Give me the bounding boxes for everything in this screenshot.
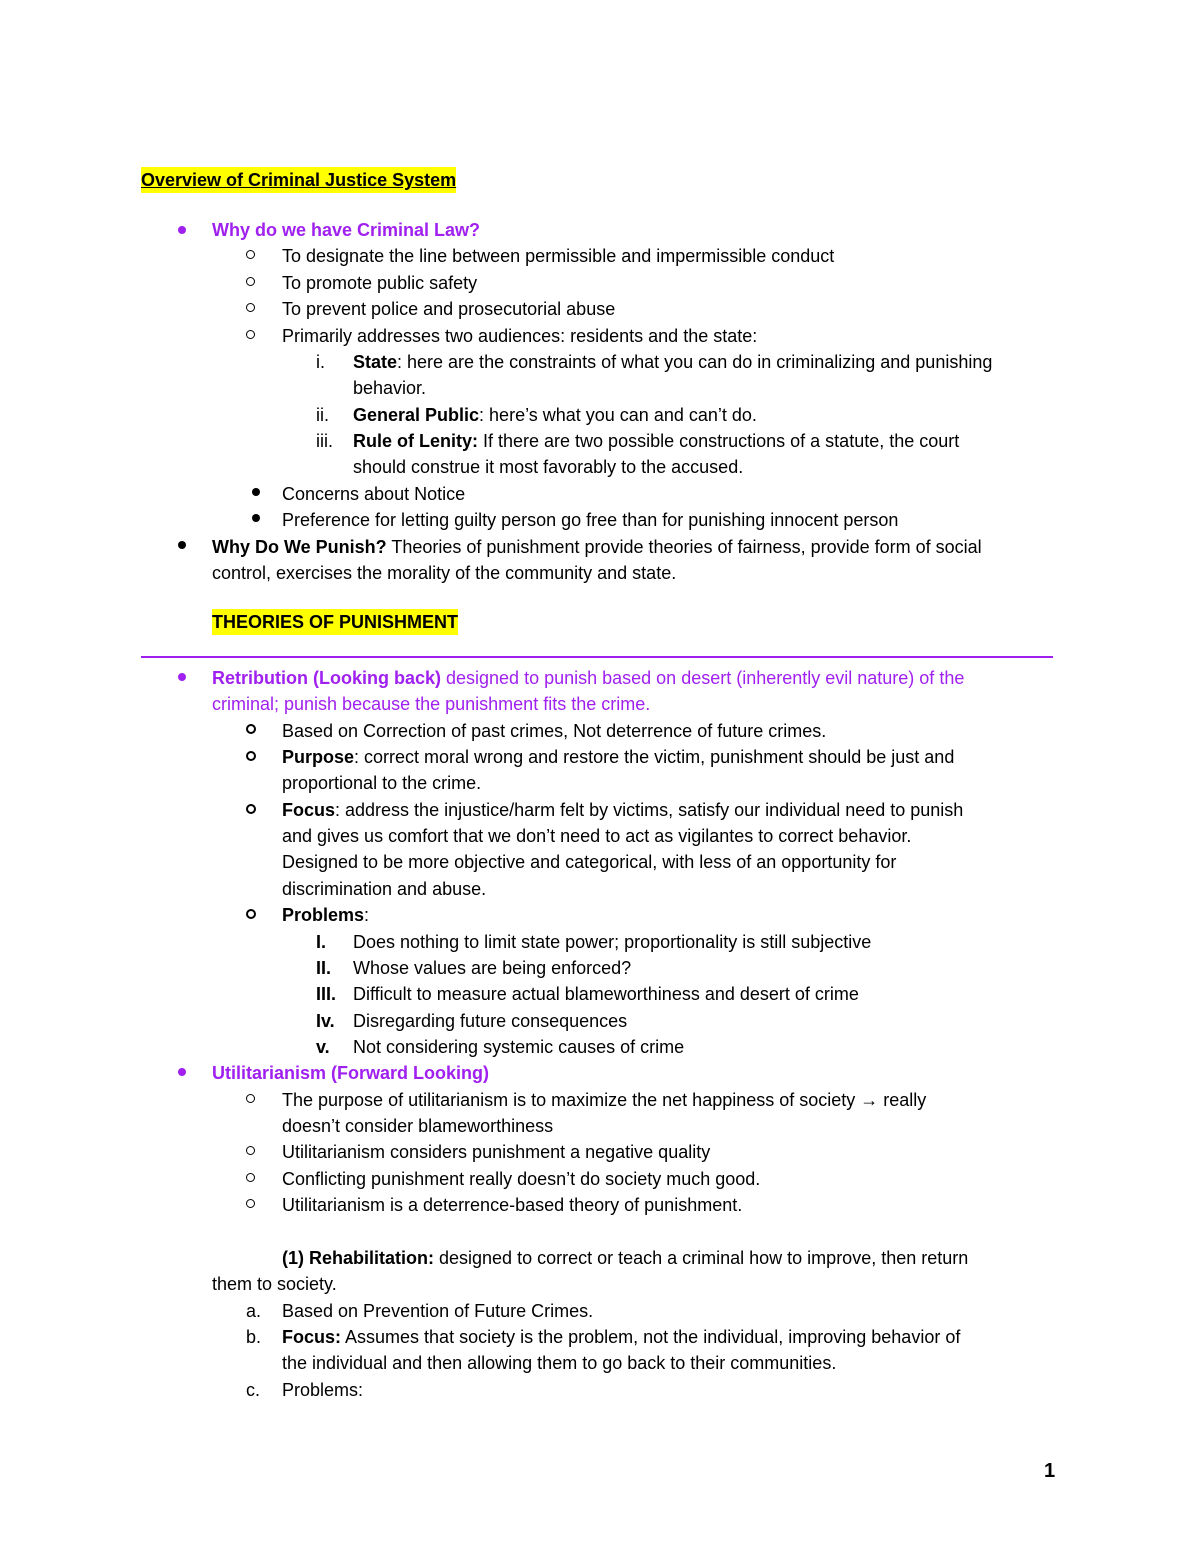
list-item (353, 402, 757, 428)
list-item-cont: and gives us comfort that we don’t need to act as vigilantes to correct behavior. (282, 826, 912, 846)
rehabilitation-cont: them to society. (212, 1274, 337, 1294)
list-item: Not considering systemic causes of crime (353, 1037, 685, 1057)
circle-bullet-icon (246, 1173, 255, 1182)
term: Retribution (Looking back) (212, 668, 441, 688)
list-item-cont: behavior. (353, 378, 427, 398)
bullet-icon (252, 514, 260, 522)
list-item (282, 797, 963, 823)
circle-bullet-icon (246, 330, 255, 339)
list-marker: ii. (316, 405, 329, 425)
term: Why Do We Punish? (212, 537, 387, 557)
list-item: Utilitarianism is a deterrence-based theory of punishment. (282, 1195, 743, 1215)
term: General Public (353, 405, 480, 425)
list-item: To designate the line between permissible and impermissible conduct (282, 246, 835, 266)
list-item: The purpose of utilitarianism is to maximize the net happiness of society → really (282, 1090, 927, 1110)
term: Focus (282, 800, 336, 820)
list-item: Based on Correction of past crimes, Not deterrence of future crimes. (282, 721, 827, 741)
list-item: Does nothing to limit state power; proportionality is still subjective (353, 932, 872, 952)
list-item (282, 744, 954, 770)
term: State (353, 352, 398, 372)
term: Purpose (282, 747, 355, 767)
circle-bullet-icon (246, 751, 256, 761)
list-item: Utilitarianism considers punishment a negative quality (282, 1142, 711, 1162)
term: Rule of Lenity: (353, 431, 478, 451)
text: : address the injustice/harm felt by victims, satisfy our individual need to punish (335, 800, 964, 820)
bullet-icon (178, 673, 186, 681)
rehabilitation-heading (282, 1245, 968, 1271)
circle-bullet-icon (246, 277, 255, 286)
list-item (353, 428, 959, 454)
list-marker: c. (246, 1380, 261, 1400)
text: : correct moral wrong and restore the victim, punishment should be just and (354, 747, 955, 767)
list-item: Disregarding future consequences (353, 1011, 628, 1031)
circle-bullet-icon (246, 804, 256, 814)
divider (141, 656, 1053, 658)
list-item-cont: doesn’t consider blameworthiness (282, 1116, 554, 1136)
text: Assumes that society is the problem, not the individual, improving behavior of (341, 1327, 961, 1347)
list-item (282, 902, 369, 928)
list-item-cont: proportional to the crime. (282, 773, 482, 793)
list-marker: III. (316, 984, 337, 1004)
why-punish (212, 534, 982, 560)
list-marker: II. (316, 958, 332, 978)
text: : (364, 905, 370, 925)
bullet-icon (178, 541, 186, 549)
retribution-cont: criminal; punish because the punishment fits the crime. (212, 694, 651, 714)
bullet-icon (252, 488, 260, 496)
circle-bullet-icon (246, 303, 255, 312)
list-item: Conflicting punishment really doesn’t do society much good. (282, 1169, 761, 1189)
page-number: 1 (1044, 1460, 1056, 1482)
list-marker: iii. (316, 431, 333, 451)
list-item: Concerns about Notice (282, 484, 466, 504)
list-item-cont: Designed to be more objective and categorical, with less of an opportunity for (282, 852, 897, 872)
circle-bullet-icon (246, 1146, 255, 1155)
circle-bullet-icon (246, 1094, 255, 1103)
why-punish-cont: control, exercises the morality of the community and state. (212, 563, 677, 583)
bullet-icon (178, 226, 186, 234)
list-marker: v. (316, 1037, 330, 1057)
list-marker: i. (316, 352, 325, 372)
list-item (353, 349, 992, 375)
term: Focus: (282, 1327, 342, 1347)
list-item-cont: should construe it most favorably to the accused. (353, 457, 744, 477)
section-heading: THEORIES OF PUNISHMENT (212, 609, 458, 635)
bullet-icon (178, 1068, 186, 1076)
list-item-cont: discrimination and abuse. (282, 879, 487, 899)
circle-bullet-icon (246, 909, 256, 919)
list-marker: b. (246, 1327, 262, 1347)
text: : here are the constraints of what you can do in criminalizing and punishing (397, 352, 993, 372)
list-item: Whose values are being enforced? (353, 958, 632, 978)
text: : here’s what you can and can’t do. (479, 405, 757, 425)
list-item-cont: the individual and then allowing them to go back to their communities. (282, 1353, 837, 1373)
list-marker: a. (246, 1301, 262, 1321)
list-item: Primarily addresses two audiences: residents and the state: (282, 326, 758, 346)
why-law-heading: Why do we have Criminal Law? (212, 220, 481, 240)
circle-bullet-icon (246, 250, 255, 259)
document-title: Overview of Criminal Justice System (141, 167, 456, 193)
circle-bullet-icon (246, 724, 256, 734)
list-item (282, 1324, 960, 1350)
list-item: To promote public safety (282, 273, 478, 293)
text: Theories of punishment provide theories of fairness, provide form of social (386, 537, 982, 557)
text: designed to correct or teach a criminal how to improve, then return (434, 1248, 969, 1268)
term: (1) Rehabilitation: (282, 1248, 434, 1268)
list-marker: I. (316, 932, 327, 952)
list-item: Difficult to measure actual blameworthiness and desert of crime (353, 984, 859, 1004)
utilitarianism-heading: Utilitarianism (Forward Looking) (212, 1063, 490, 1083)
list-item: Preference for letting guilty person go free than for punishing innocent person (282, 510, 899, 530)
text: If there are two possible constructions of a statute, the court (478, 431, 960, 451)
retribution-heading (212, 665, 964, 691)
circle-bullet-icon (246, 1199, 255, 1208)
list-item: Problems: (282, 1380, 364, 1400)
list-item: To prevent police and prosecutorial abuse (282, 299, 616, 319)
text: designed to punish based on desert (inherently evil nature) of the (441, 668, 965, 688)
term: Problems (282, 905, 365, 925)
list-marker: Iv. (316, 1011, 335, 1031)
list-item: Based on Prevention of Future Crimes. (282, 1301, 594, 1321)
